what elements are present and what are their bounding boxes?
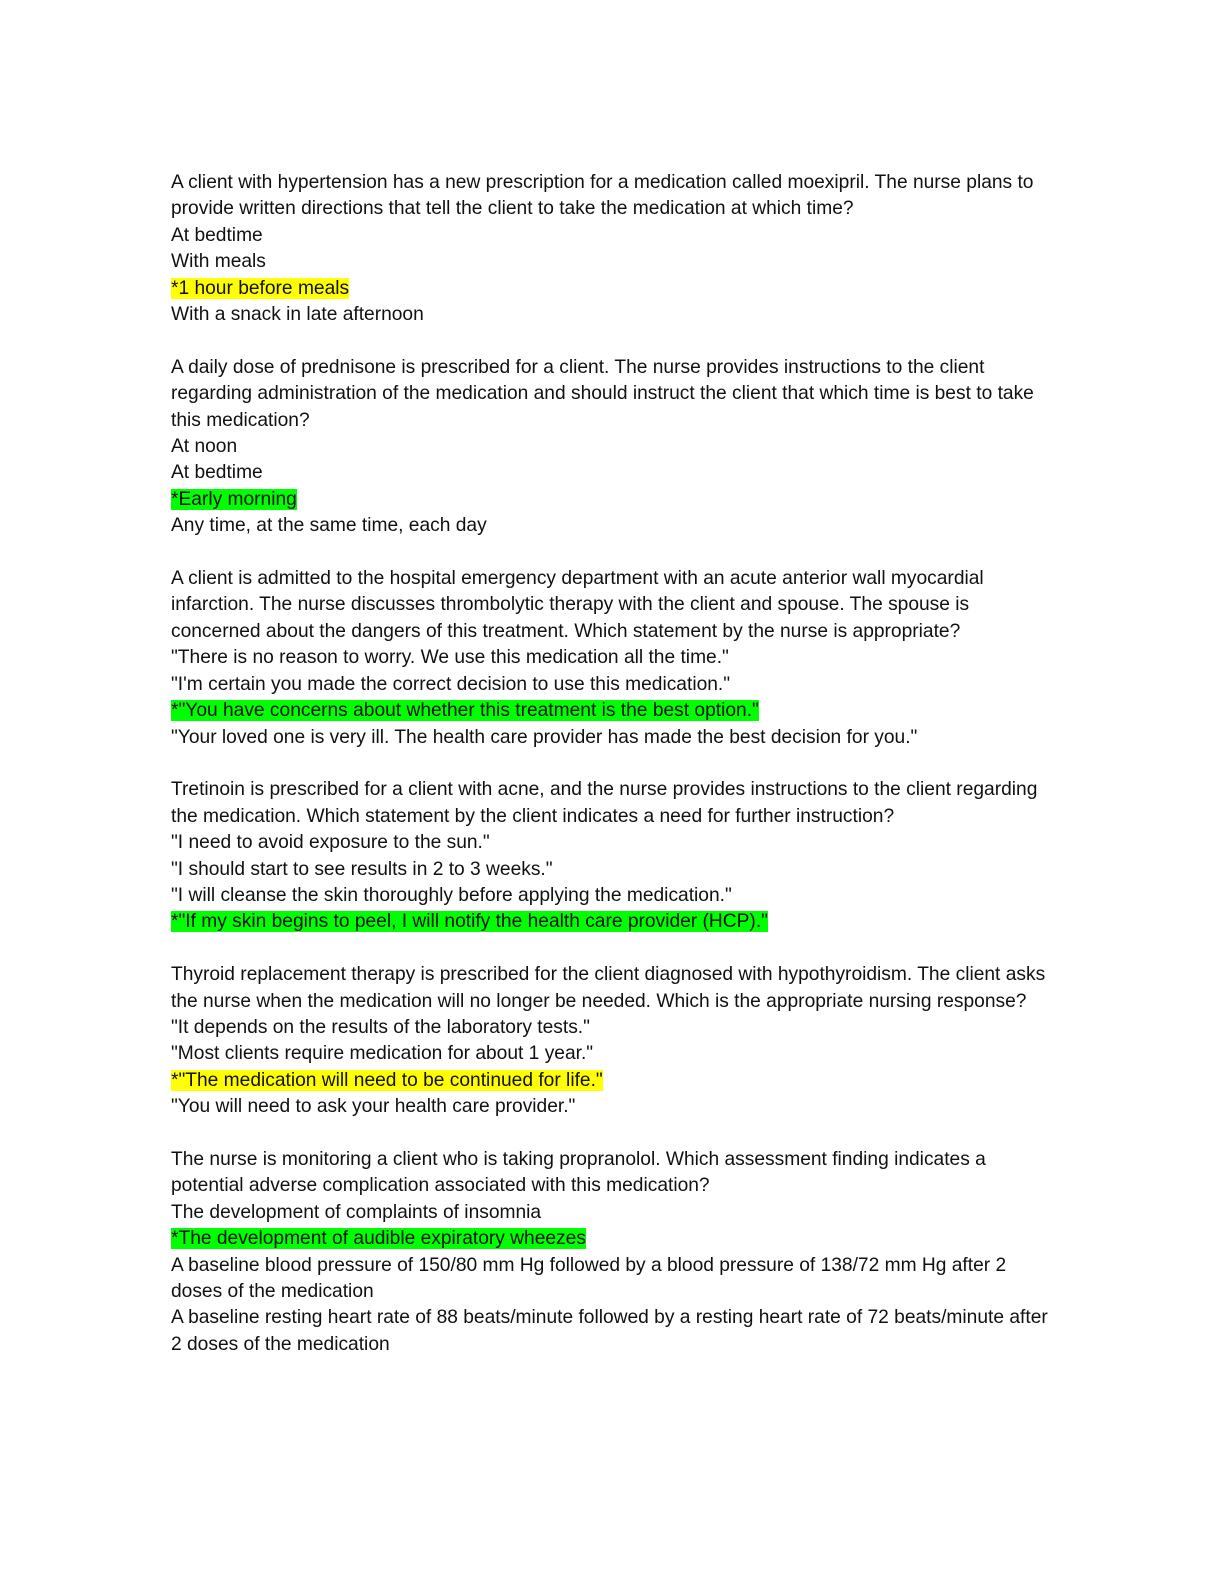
option-text: A baseline resting heart rate of 88 beats/minute followed by a resting heart rate of 72 beats/minute after 2 doses of the medication bbox=[171, 1307, 1048, 1355]
answer-option bbox=[171, 249, 1051, 275]
option-text: The development of complaints of insomnia bbox=[171, 1201, 542, 1223]
option-text: "I will cleanse the skin thoroughly before applying the medication." bbox=[171, 884, 732, 906]
question-stem: The nurse is monitoring a client who is taking propranolol. Which assessment finding indicates a potential adverse complication associated with this medication? bbox=[171, 1148, 986, 1197]
option-text: A baseline blood pressure of 150/80 mm Hg followed by a blood pressure of 138/72 mm Hg after 2 doses of the medication bbox=[171, 1254, 1007, 1302]
highlighted-answer: *The development of audible expiratory wheezes bbox=[171, 1228, 586, 1250]
highlighted-answer: *1 hour before meals bbox=[171, 277, 350, 299]
question-4 bbox=[171, 777, 1051, 935]
answer-option-correct bbox=[171, 698, 1051, 724]
answer-option bbox=[171, 223, 1051, 249]
option-text: "You will need to ask your health care provider." bbox=[171, 1096, 576, 1118]
highlighted-answer: *"The medication will need to be continued for life." bbox=[171, 1069, 603, 1091]
answer-option-correct bbox=[171, 909, 1051, 935]
answer-option-correct bbox=[171, 1226, 1051, 1252]
question-5 bbox=[171, 962, 1051, 1120]
option-text: At bedtime bbox=[171, 224, 263, 246]
option-text: With a snack in late afternoon bbox=[171, 304, 424, 326]
answer-option bbox=[171, 645, 1051, 671]
option-text: Any time, at the same time, each day bbox=[171, 515, 487, 537]
question-3 bbox=[171, 566, 1051, 751]
answer-option bbox=[171, 1041, 1051, 1067]
question-stem: Tretinoin is prescribed for a client with acne, and the nurse provides instructions to the client regarding the medication. Which statement by the client indicates a need for further instruction? bbox=[171, 779, 1038, 827]
answer-option bbox=[171, 725, 1051, 751]
answer-option-correct bbox=[171, 487, 1051, 513]
answer-option bbox=[171, 883, 1051, 909]
answer-option-correct bbox=[171, 1068, 1051, 1094]
question-stem: Thyroid replacement therapy is prescribed for the client diagnosed with hypothyroidism. The client asks the nurse when the medication will no longer be needed. Which is the appropriate nursing response? bbox=[171, 964, 1046, 1012]
option-text: "I should start to see results in 2 to 3 weeks." bbox=[171, 858, 553, 880]
highlighted-answer: *"You have concerns about whether this treatment is the best option." bbox=[171, 700, 759, 722]
document-page bbox=[171, 170, 1051, 1385]
option-text: "It depends on the results of the laboratory tests." bbox=[171, 1016, 590, 1038]
question-6 bbox=[171, 1147, 1051, 1358]
answer-option bbox=[171, 1305, 1051, 1358]
option-text: At bedtime bbox=[171, 462, 263, 484]
option-text: "I'm certain you made the correct decision to use this medication." bbox=[171, 673, 731, 695]
answer-option bbox=[171, 434, 1051, 460]
answer-option bbox=[171, 302, 1051, 328]
question-1 bbox=[171, 170, 1051, 328]
answer-option bbox=[171, 1015, 1051, 1041]
question-2 bbox=[171, 355, 1051, 540]
answer-option bbox=[171, 1200, 1051, 1226]
highlighted-answer: *Early morning bbox=[171, 488, 297, 510]
highlighted-answer: *"If my skin begins to peel, I will notify the health care provider (HCP)." bbox=[171, 911, 768, 933]
question-stem: A client is admitted to the hospital emergency department with an acute anterior wall myocardial infarction. The nurse discusses thrombolytic therapy with the client and spouse. The spouse is concerned about the dangers of this treatment. Which statement by the nurse is appropriate? bbox=[171, 568, 984, 642]
answer-option bbox=[171, 1094, 1051, 1120]
question-stem: A daily dose of prednisone is prescribed for a client. The nurse provides instructions to the client regarding administration of the medication and should instruct the client that which time is best to take this medication? bbox=[171, 356, 1034, 431]
answer-option bbox=[171, 830, 1051, 856]
question-stem: A client with hypertension has a new prescription for a medication called moexipril. The nurse plans to provide written directions that tell the client to take the medication at which time? bbox=[171, 172, 1034, 220]
option-text: "Your loved one is very ill. The health care provider has made the best decision for you." bbox=[171, 726, 918, 748]
option-text: "There is no reason to worry. We use this medication all the time." bbox=[171, 647, 729, 669]
option-text: With meals bbox=[171, 251, 266, 273]
answer-option bbox=[171, 1253, 1051, 1306]
answer-option bbox=[171, 857, 1051, 883]
answer-option-correct bbox=[171, 276, 1051, 302]
answer-option bbox=[171, 672, 1051, 698]
option-text: "I need to avoid exposure to the sun." bbox=[171, 832, 490, 854]
answer-option bbox=[171, 513, 1051, 539]
answer-option bbox=[171, 460, 1051, 486]
option-text: "Most clients require medication for about 1 year." bbox=[171, 1043, 594, 1065]
option-text: At noon bbox=[171, 436, 238, 458]
